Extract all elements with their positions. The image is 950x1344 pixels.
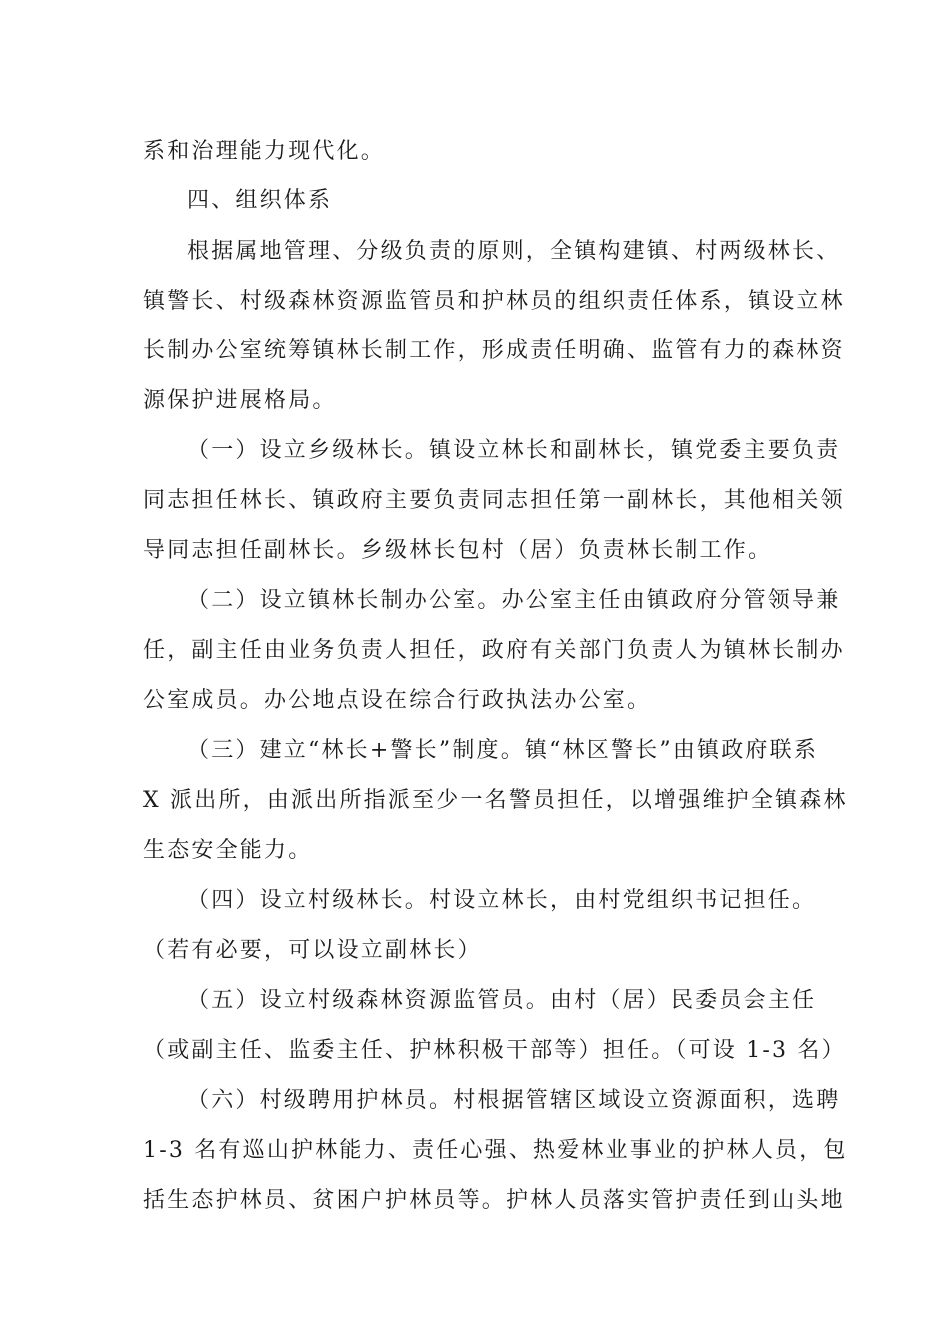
text-line: 系和治理能力现代化。 [143, 139, 386, 164]
text-line: （三）建立“林长+警长”制度。镇“林区警长”由镇政府联系 [187, 738, 819, 763]
text-line: 公室成员。办公地点设在综合行政执法办公室。 [143, 688, 652, 713]
text-line: （一）设立乡级林长。镇设立林长和副林长，镇党委主要负责 [187, 438, 841, 463]
text-line: （四）设立村级林长。村设立林长，由村党组织书记担任。 [187, 888, 817, 913]
text-line: （或副主任、监委主任、护林积极干部等）担任。（可设 1-3 名） [143, 1038, 846, 1063]
text-line: 括生态护林员、贫困户护林员等。护林人员落实管护责任到山头地 [143, 1188, 845, 1213]
text-line: （若有必要，可以设立副林长） [143, 938, 482, 963]
text-line: 长制办公室统筹镇林长制工作，形成责任明确、监管有力的森林资 [143, 338, 845, 363]
text-line: 根据属地管理、分级负责的原则，全镇构建镇、村两级林长、 [187, 239, 841, 264]
text-line: 镇警长、村级森林资源监管员和护林员的组织责任体系，镇设立林 [143, 289, 845, 314]
text-line: 任，副主任由业务负责人担任，政府有关部门负责人为镇林长制办 [143, 638, 845, 663]
text-line: （五）设立村级森林资源监管员。由村（居）民委员会主任 [187, 988, 817, 1013]
text-line: （六）村级聘用护林员。村根据管辖区域设立资源面积，选聘 [187, 1088, 841, 1113]
text-line: （二）设立镇林长制办公室。办公室主任由镇政府分管领导兼 [187, 588, 841, 613]
section-heading: 四、组织体系 [187, 188, 333, 213]
text-line: 同志担任林长、镇政府主要负责同志担任第一副林长，其他相关领 [143, 488, 845, 513]
text-line: 生态安全能力。 [143, 838, 313, 863]
text-line: 导同志担任副林长。乡级林长包村（居）负责林长制工作。 [143, 538, 773, 563]
text-line: X 派出所，由派出所指派至少一名警员担任，以增强维护全镇森林 [143, 788, 848, 813]
text-line: 1-3 名有巡山护林能力、责任心强、热爱林业事业的护林人员，包 [143, 1138, 848, 1163]
text-line: 源保护进展格局。 [143, 388, 337, 413]
